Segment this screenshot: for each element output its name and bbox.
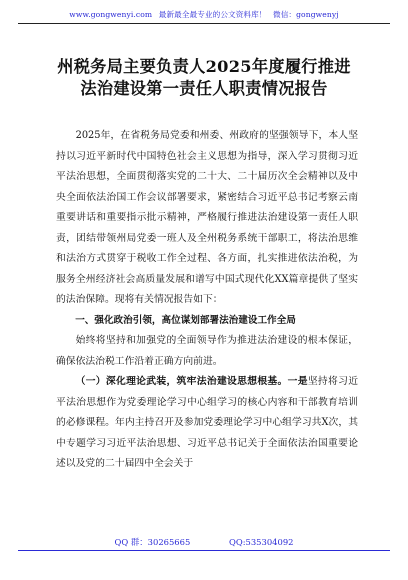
header-divider [18,23,390,24]
section-paragraph: 始终将坚持和加强党的全面领导作为推进法治建设的根本保证，确保依法治税工作沿着正确方向前进。 [56,335,358,367]
subsection-text: 坚持将习近平法治思想作为党委理论学习中心组学习的核心内容和干部教育培训的必修课程。年内主持召开及参加党委理论学习中心组学习共X次，其中专题学习习近平法治思想、习近平总书记关于全面依法治国重要论述以及党的二十届四中全会关于 [56,376,359,469]
document-title [0,56,408,100]
header-website[interactable]: www.gongwenyi.com [69,10,153,19]
footer-divider [18,550,390,551]
page-header [0,9,408,20]
title-line-2: 法治建设第一责任人职责情况报告 [80,79,328,98]
subsection-paragraph [56,372,358,475]
footer-qq: QQ:535304092 [228,537,294,547]
document-body [56,126,358,475]
subsection-heading: （一）深化理论武装，筑牢法治建设思想根基。 [75,376,288,387]
page-footer [0,536,408,548]
header-wechat: 微信：gongwenyj [273,10,339,19]
point-lead: 一是 [287,376,308,387]
intro-paragraph: 2025年，在省税务局党委和州委、州政府的坚强领导下，本人坚持以习近平新时代中国特色社会主义思想为指导，深入学习贯彻习近平法治思想，全面贯彻落实党的二十大、二十届历次全会精神以及中央全面依法治国工作会议部署要求，紧密结合习近平总书记考察云南重要讲话和重要指示批示精神，严格履行推进法治建设第一责任人职责，团结带领州局党委一班人及全州税务系统干部职工，将法治思维和法治方式贯穿于税收工作全过程、各方面，扎实推进依法治税，为服务全州经济社会高质量发展和谱写中国式现代化XX篇章提供了坚实的法治保障。现将有关情况报告如下： [56,130,358,305]
section-heading-1: 一、强化政治引领，高位谋划部署法治建设工作全局 [75,314,296,326]
footer-qq-group: QQ 群：30265665 [114,537,191,547]
header-slogan: 最新最全最专业的公文资料库！ [158,10,267,19]
title-line-1: 州税务局主要负责人2025年度履行推进 [57,57,351,76]
